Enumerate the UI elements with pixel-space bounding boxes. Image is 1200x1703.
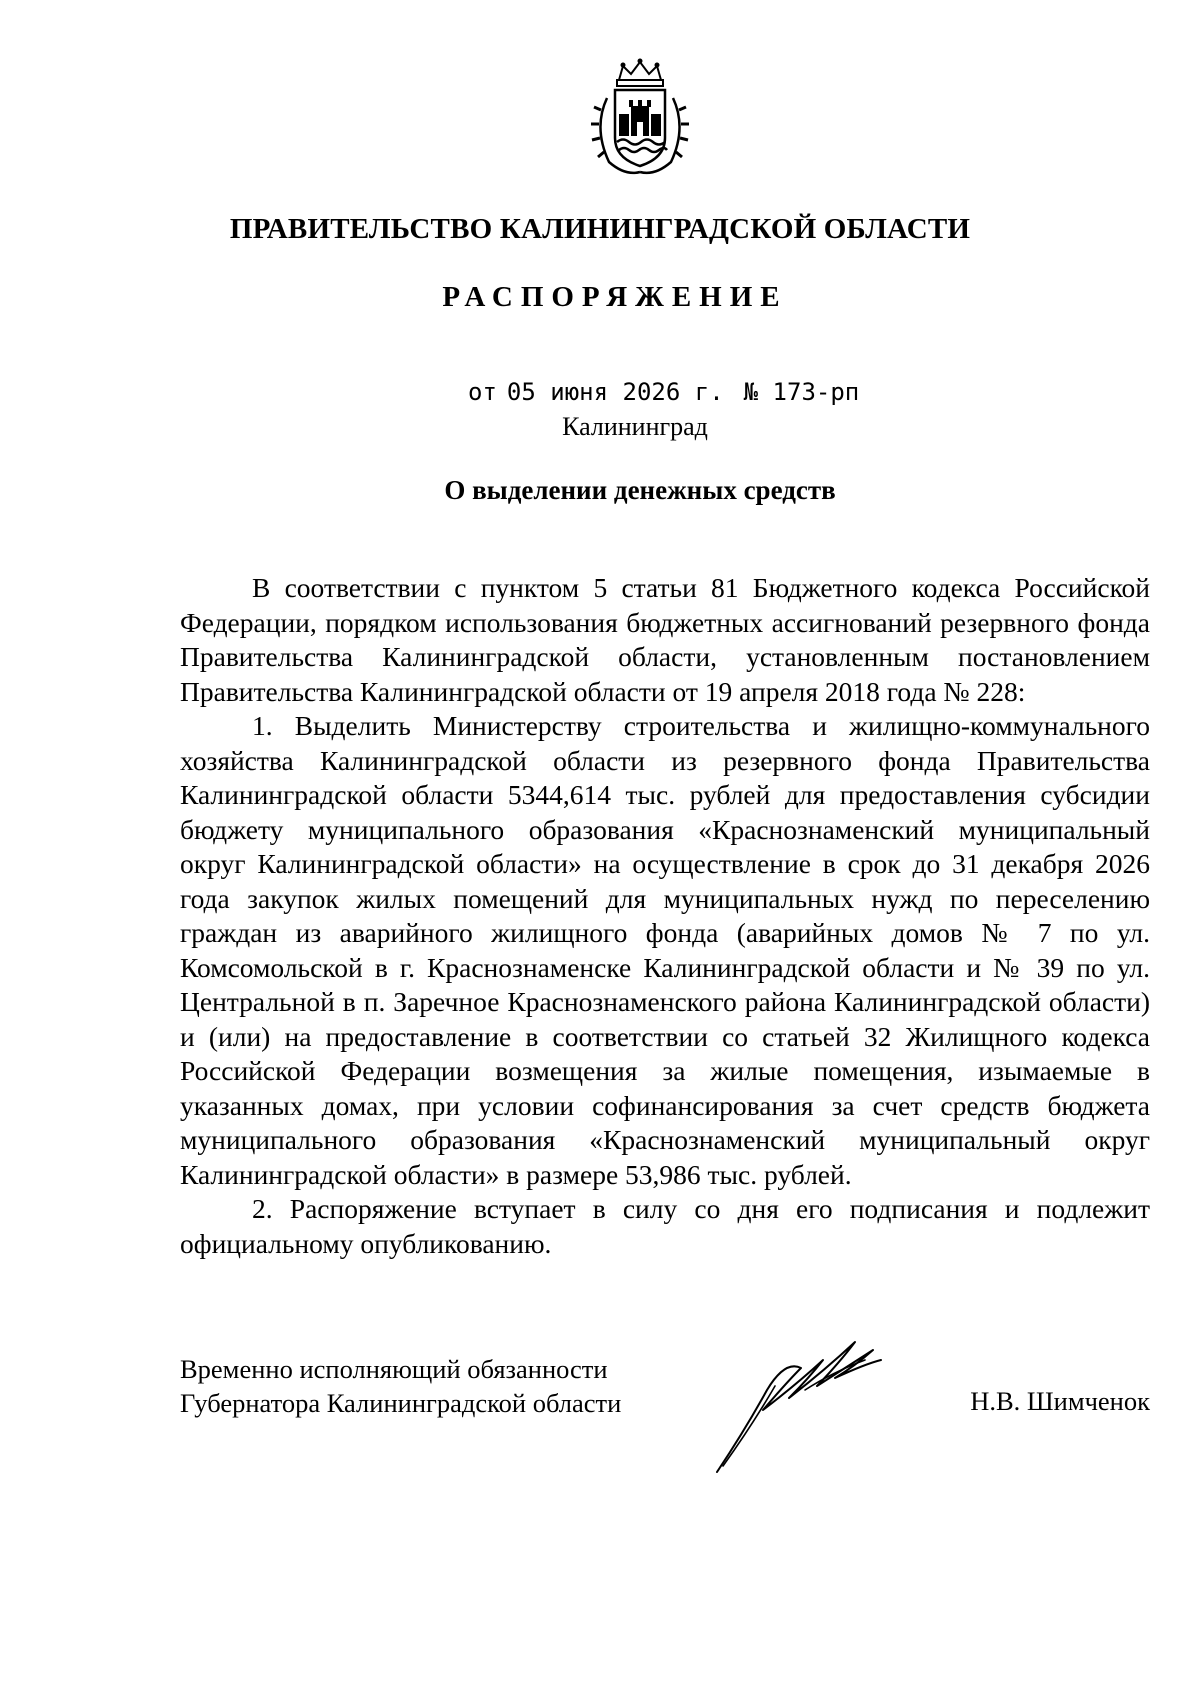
document-type-heading: РАСПОРЯЖЕНИЕ: [442, 281, 788, 313]
document-body: [180, 571, 1150, 1261]
kaliningrad-coat-of-arms-icon: [585, 58, 695, 178]
government-title: ПРАВИТЕЛЬСТВО КАЛИНИНГРАДСКОЙ ОБЛАСТИ: [229, 213, 971, 245]
body-paragraph-preamble: В соответствии с пунктом 5 статьи 81 Бюджетного кодекса Российской Федерации, порядком использования бюджетных ассигнований резервного фонда Правительства Калининградской области, установленным постановлением Правительства Калининградской области от 19 апреля 2018 года № 228:: [180, 572, 1150, 707]
signatory-position-line-2: Губернатора Калининградской области: [180, 1388, 622, 1418]
date-number-line: [468, 378, 859, 406]
document-subject: О выделении денежных средств: [444, 475, 836, 505]
document-city: Калининград: [562, 412, 708, 441]
date-prefix: от: [468, 378, 497, 406]
signatory-name: Н.В. Шимченок: [970, 1386, 1150, 1416]
signatory-position: [180, 1352, 621, 1420]
document-number: № 173-рп: [743, 378, 860, 406]
signatory-position-line-1: Временно исполняющий обязанности: [180, 1354, 608, 1384]
body-paragraph-item-1: 1. Выделить Министерству строительства и жилищно-коммунального хозяйства Калининградской области из резервного фонда Правительства Калининградской области 5344,614 тыс. рублей для предоставления субсидии бюджету муниципального образования «Краснознаменский муниципальный округ Калининградской области» на осуществление в срок до 31 декабря 2026 года закупок жилых помещений для муниципальных нужд по переселению граждан из аварийного жилищного фонда (аварийных домов № 7 по ул. Комсомольской в г. Краснознаменске Калининградской области и № 39 по ул. Центральной в п. Заречное Краснознаменского района Калининградской области) и (или) на предоставление в соответствии со статьей 32 Жилищного кодекса Российской Федерации возмещения за жилые помещения, изымаемые в указанных домах, при условии софинансирования за счет средств бюджета муниципального образования «Краснознаменский муниципальный округ Калининградской области» в размере 53,986 тыс. рублей.: [180, 710, 1150, 1190]
body-paragraph-item-2: 2. Распоряжение вступает в силу со дня его подписания и подлежит официальному опубликованию.: [180, 1193, 1150, 1259]
document-date: 05 июня 2026 г.: [506, 378, 724, 406]
handwritten-signature-icon: [705, 1320, 905, 1480]
